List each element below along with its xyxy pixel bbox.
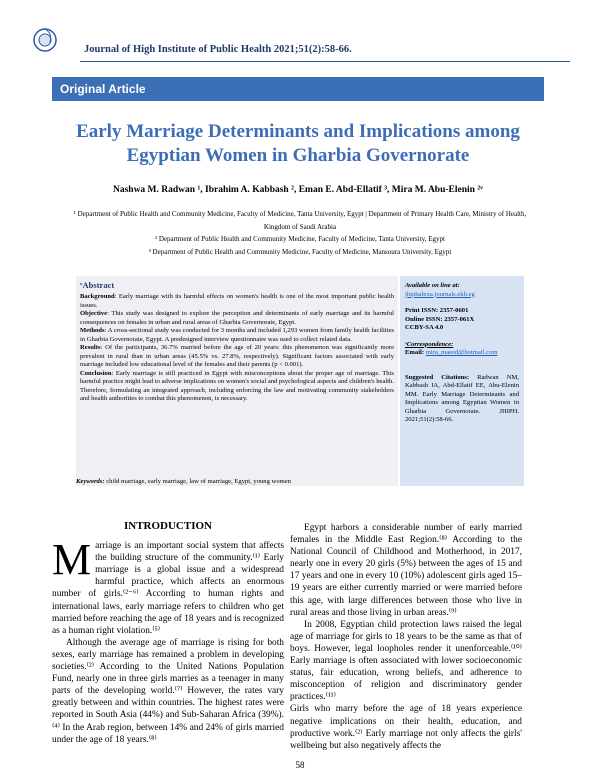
affiliation-2: ² Department of Public Health and Community Medicine, Faculty of Medicine, Tanta University, Egypt: [155, 235, 445, 243]
intro-paragraph-2: Although the average age of marriage is rising for both sexes, early marriage has remained a problem in developing societies.⁽²⁾ According to the United Nations Population Fund, nearly one in three girls marries as a teenager in many parts of the developing world.⁽⁷⁾ However, the rates vary greatly between and within countries. The highest rates were reported in South Asia (44%) and Sub-Saharan Africa (39%).⁽⁴⁾ In the Arab region, between 14% and 24% of girls married under the age of 18 years.⁽⁸⁾: [52, 637, 284, 745]
intro-paragraph-5: Girls who marry before the age of 18 years experience negative implications on their health, education, and productive work.⁽²⁾ Early marriage not only affects the girls' wellbeing but also negatively affects the: [290, 704, 522, 751]
page-number: 58: [295, 760, 305, 770]
affiliation-3: ³ Department of Public Health and Community Medicine, Faculty of Medicine, Mansoura University, Egypt: [148, 247, 452, 256]
abstract-heading: ᵛAbstract: [80, 280, 115, 290]
print-issn: Print ISSN: 2357-0601: [405, 307, 469, 314]
journal-header: [30, 24, 570, 64]
available-label: Available on line at:: [405, 282, 460, 289]
journal-logo: [30, 24, 74, 64]
affiliation-1: ¹ Department of Public Health and Community Medicine, Faculty of Medicine, Tanta University, Egypt | Department of Primary Health Care, Ministry of Health, Kingdom of Saudi Arabia: [73, 210, 527, 231]
correspondence-label: ᵛCorrespondence:: [405, 340, 454, 348]
journal-url-link[interactable]: jhiphalexu.journals.ekb.eg: [405, 290, 475, 298]
abstract-results: Results: Of the participants, 36.7% married before the age of 20 years: this phenomenon was significantly more prevalent in rural than in urban areas (45.5% vs. 27.8%, respectively). Significant factors associated with early marriage included low educational level of the females and their parents (p < 0.001).: [80, 344, 394, 368]
journal-line: Journal of High Institute of Public Health 2021;51(2):58-66.: [84, 44, 352, 55]
header-divider: [80, 61, 570, 62]
abstract-background: Background: Early marriage with its harmful effects on women's health is one of the most important public health issues.: [80, 293, 394, 309]
online-issn: Online ISSN: 2357-061X: [405, 315, 475, 323]
abstract-methods: Methods: A cross-sectional study was conducted for 3 months and included 1,293 women from family health facilities in Gharbia Governorate, Egypt. A predesigned interview questionnaire was used to collect related data.: [80, 327, 394, 343]
introduction-heading: INTRODUCTION: [123, 520, 212, 532]
drop-cap: M: [52, 535, 92, 585]
intro-paragraph-1: Marriage is an important social system that affects the building structure of the community.⁽¹⁾ Early marriage is a global issue and a widespread harmful practice, which affects an enormous number of girls.⁽²⁻⁶⁾ According to human rights and international laws, early marriage refers to children who get married before reaching the age of 18 years and is recognized as a human right violation.⁽⁵⁾: [52, 535, 284, 636]
affiliations: [70, 208, 530, 258]
author-list: Nashwa M. Radwan ¹, Ibrahim A. Kabbash ², Eman E. Abd-Ellatif ³, Mira M. Abu-Elenin ²ᵛ: [112, 185, 484, 195]
license: CCBY-SA 4.0: [405, 324, 444, 331]
article-type-banner: Original Article: [52, 77, 544, 101]
keywords: Keywords: child marriage, early marriage, law of marriage, Egypt, young women: [76, 478, 291, 485]
correspondence-email: Email: mira_maeed@hotmail.com: [405, 349, 498, 356]
intro-paragraph-4: In 2008, Egyptian child protection laws raised the legal age of marriage for girls to 18 years to be the same as that of boys. However, legal loopholes render it unenforceable.⁽¹⁰⁾ Early marriage is often associated with lower socioeconomic status, fair education, wrong beliefs, and adherence to misconception of religion and discriminatory gender practices.⁽¹¹⁾: [290, 619, 522, 703]
body-column-right: [290, 522, 522, 752]
article-info-sidebar: [400, 276, 524, 486]
article-title: Early Marriage Determinants and Implications among Egyptian Women in Gharbia Governorate: [76, 121, 520, 166]
intro-paragraph-3: Egypt harbors a considerable number of early married females in the Middle East Region.⁽⁸⁾ According to the National Council of Childhood and Motherhood, in 2017, nearly one in every 20 girls (5%) between the ages of 15 and 17 years and one in every 10 (10%) adolescent girls aged 15–19 years are either currently married or were married before this age, with large differences between those who live in rural areas and those living in urban areas.⁽⁹⁾: [290, 523, 522, 618]
abstract-conclusion: Conclusion: Early marriage is still practiced in Egypt with misconceptions about the proper age of marriage. This harmful practice might lead to adverse implications on women's social and psychological aspects and children's health. Therefore, formulating an integrated approach, including enforcing the law and motivating community stakeholders and health authorities to combat this phenomenon, is necessary.: [80, 369, 394, 402]
body-column-left: [52, 522, 284, 746]
suggested-citation: Suggested Citations: Radwan NM, Kabbash IA, Abd-Ellatif EE, Abu-Elenin MM. Early Marriage Determinants and Implications among Egyptian Women in Gharbia Governorate. JHIPH. 2021;51(2):58-66.: [405, 373, 519, 423]
abstract-objective: Objective: This study was designed to explore the perception and determinants of early marriage and its harmful consequences on females in urban and rural areas of Gharbia Governorate, Egypt.: [80, 310, 394, 326]
abstract-box: [76, 276, 398, 486]
email-link[interactable]: mira_maeed@hotmail.com: [425, 349, 498, 356]
